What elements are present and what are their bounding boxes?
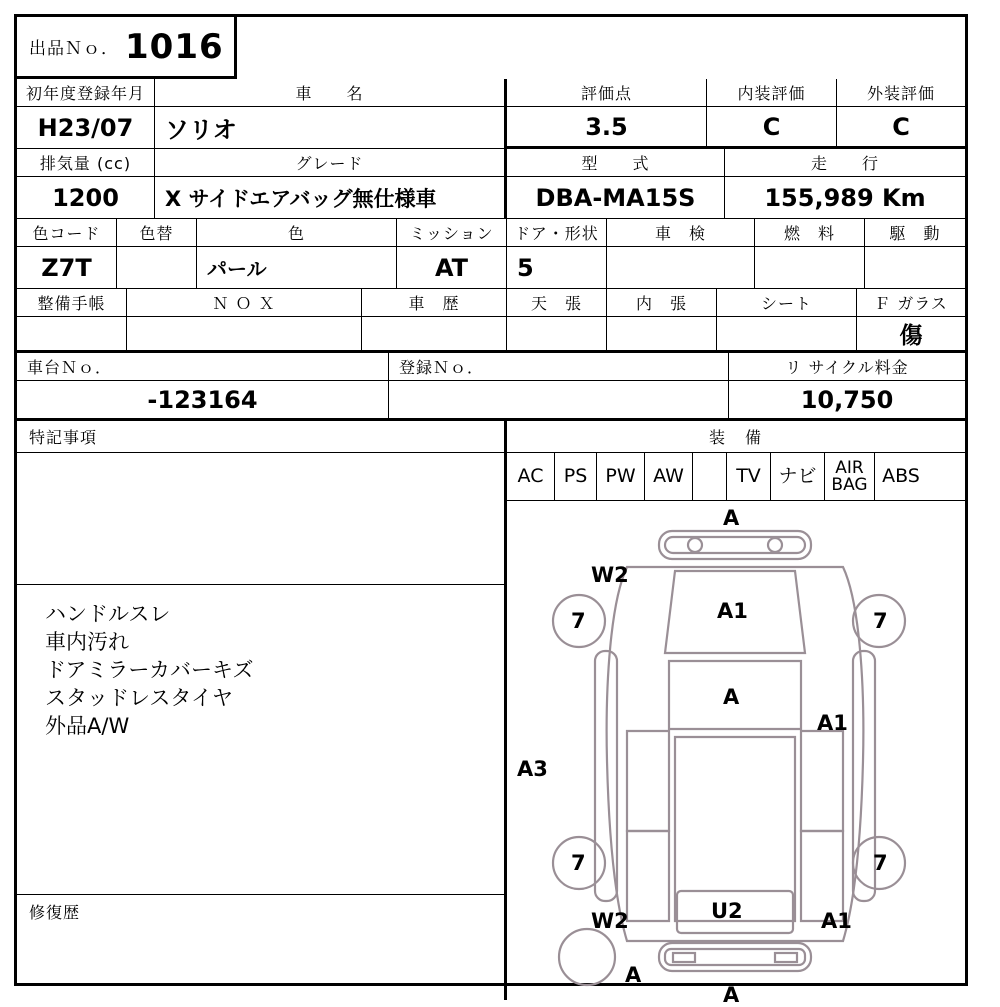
value-car-name: ソリオ — [155, 107, 507, 149]
car-outline-svg — [507, 501, 965, 1000]
equipment-aw[interactable]: AW — [645, 453, 693, 500]
equipment-navi[interactable]: ナビ — [771, 453, 825, 500]
note-line: スタッドレスタイヤ — [45, 685, 233, 710]
label-color: 色 — [197, 219, 397, 247]
mark-rear-bumper: A — [625, 963, 642, 987]
spec-grid — [17, 79, 965, 1007]
spec-row5-labels — [17, 353, 965, 381]
label-maintenance-book: 整備手帳 — [17, 289, 127, 317]
label-history: 車 歴 — [362, 289, 507, 317]
mark-left-front-fender: W2 — [591, 563, 629, 587]
value-doors: 5 — [507, 247, 607, 289]
mark-left-rear-fender: W2 — [591, 909, 629, 933]
value-inspection — [607, 247, 755, 289]
mark-trunk: U2 — [711, 899, 743, 923]
notes-body — [17, 585, 504, 895]
value-nox — [127, 317, 362, 353]
label-drive: 駆 動 — [865, 219, 965, 247]
value-color: パール — [197, 247, 397, 289]
equipment-ps[interactable]: PS — [555, 453, 597, 500]
value-chassis-no: -123164 — [17, 381, 389, 421]
mark-right-rear-quarter: A1 — [821, 909, 852, 933]
value-recycle-fee: 10,750 — [729, 381, 965, 421]
value-mission: AT — [397, 247, 507, 289]
value-interior-grade: C — [707, 107, 837, 149]
label-color-change: 色替 — [117, 219, 197, 247]
label-model-code: 型 式 — [507, 149, 725, 177]
equipment-pw[interactable]: PW — [597, 453, 645, 500]
label-score: 評価点 — [507, 79, 707, 107]
equipment-column — [507, 421, 965, 1007]
lower-section — [17, 421, 965, 1007]
value-registration-no — [389, 381, 729, 421]
notes-column — [17, 421, 507, 1000]
label-front-glass: Ｆ ガラス — [857, 289, 965, 317]
note-line: 車内汚れ — [45, 629, 129, 654]
label-color-code: 色コード — [17, 219, 117, 247]
label-reg-date: 初年度登録年月 — [17, 79, 155, 107]
label-recycle-fee: リ サイクル料金 — [729, 353, 965, 381]
value-maintenance-book — [17, 317, 127, 353]
lot-header — [17, 17, 965, 79]
value-lining — [607, 317, 717, 353]
value-model-code: DBA-MA15S — [507, 177, 725, 219]
repair-history-title: 修復歴 — [29, 902, 81, 922]
value-color-code: Z7T — [17, 247, 117, 289]
value-mileage: 155,989 Km — [725, 177, 965, 219]
spec-row2-values — [17, 177, 965, 219]
mark-right-rear-wheel: 7 — [873, 851, 888, 875]
mark-rear-bumper-bottom: A — [723, 983, 740, 1007]
equipment-airbag-line2: BAG — [831, 474, 868, 495]
label-chassis-no: 車台Ｎｏ． — [17, 353, 389, 381]
label-fuel: 燃 料 — [755, 219, 865, 247]
notes-title: 特記事項 — [17, 421, 504, 453]
lot-number-value: 1016 — [125, 26, 224, 67]
car-damage-diagram — [507, 501, 965, 1007]
label-grade: グレード — [155, 149, 507, 177]
equipment-ac[interactable]: AC — [507, 453, 555, 500]
equipment-row — [507, 453, 965, 501]
label-interior-grade: 内装評価 — [707, 79, 837, 107]
spec-row3-values — [17, 247, 965, 289]
value-exterior-grade: C — [837, 107, 965, 149]
label-mission: ミッション — [397, 219, 507, 247]
value-headliner — [507, 317, 607, 353]
notes-blank-area — [17, 453, 504, 585]
spec-row1-labels — [17, 79, 965, 107]
mark-roof: A — [723, 685, 740, 709]
mark-left-front-wheel: 7 — [571, 609, 586, 633]
label-seat: シート — [717, 289, 857, 317]
label-car-name: 車 名 — [155, 79, 507, 107]
label-doors: ドア・形状 — [507, 219, 607, 247]
value-score: 3.5 — [507, 107, 707, 149]
equipment-airbag[interactable] — [825, 453, 875, 500]
spec-row2-labels — [17, 149, 965, 177]
label-nox: Ｎ Ｏ Ｘ — [127, 289, 362, 317]
value-drive — [865, 247, 965, 289]
spec-row5-values — [17, 381, 965, 421]
note-line: ドアミラーカバーキズ — [45, 657, 254, 682]
value-front-glass: 傷 — [857, 317, 965, 353]
equipment-blank[interactable] — [693, 453, 727, 500]
value-reg-date: H23/07 — [17, 107, 155, 149]
label-exterior-grade: 外装評価 — [837, 79, 965, 107]
value-seat — [717, 317, 857, 353]
value-displacement: 1200 — [17, 177, 155, 219]
mark-hood: A1 — [717, 599, 748, 623]
value-history — [362, 317, 507, 353]
mark-right-front-wheel: 7 — [873, 609, 888, 633]
equipment-abs[interactable]: ABS — [882, 465, 920, 487]
auction-sheet — [14, 14, 968, 1007]
value-color-change — [117, 247, 197, 289]
equipment-airbag-line1: AIR — [835, 457, 864, 478]
spec-row3-labels — [17, 219, 965, 247]
label-displacement: 排気量 (cc) — [17, 149, 155, 177]
mark-right-front-door: A1 — [817, 711, 848, 735]
mark-front-bumper-top: A — [723, 506, 740, 530]
label-mileage: 走 行 — [725, 149, 965, 177]
value-fuel — [755, 247, 865, 289]
label-lining: 内 張 — [607, 289, 717, 317]
spec-row4-labels — [17, 289, 965, 317]
note-line: 外品A/W — [45, 713, 130, 738]
equipment-tv[interactable]: TV — [727, 453, 771, 500]
lot-number-label: 出品Ｎｏ． — [29, 39, 119, 59]
value-grade: X サイドエアバッグ無仕様車 — [155, 177, 507, 219]
label-inspection: 車 検 — [607, 219, 755, 247]
lot-number-box — [17, 17, 237, 79]
equipment-title: 装 備 — [507, 421, 965, 453]
mark-left-rear-wheel: 7 — [571, 851, 586, 875]
mark-left-side: A3 — [517, 757, 548, 781]
spec-row1-values — [17, 107, 965, 149]
label-registration-no: 登録Ｎｏ． — [389, 353, 729, 381]
label-headliner: 天 張 — [507, 289, 607, 317]
spec-row4-values — [17, 317, 965, 353]
note-line: ハンドルスレ — [45, 602, 171, 626]
